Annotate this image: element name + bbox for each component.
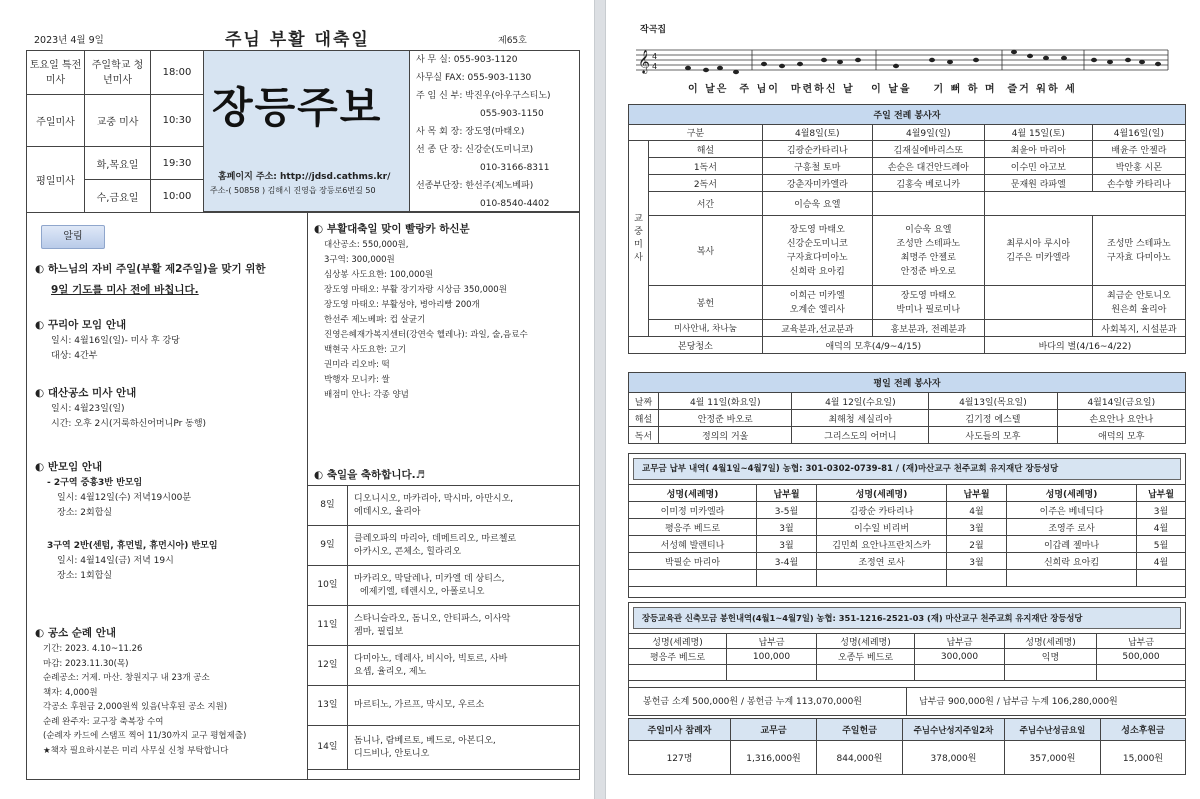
building-header: 납부금 [1097,634,1186,649]
priest: 주 임 신 부: 박진우(아우구스티노) [416,91,551,101]
page-title: 주님 부활 대축일 [225,30,370,50]
server-cell: 사회복지, 시설분과 [1092,320,1185,337]
role-label: 복사 [649,216,763,286]
building-cell [727,665,817,681]
notice-line: 대상: 4간부 [51,351,98,361]
donation-line: 대산공소: 550,000원, [324,240,409,250]
schedule-group: 토요일 특전미사 [27,51,85,95]
notice-title: ◐ 하느님의 자비 주일(부활 제2주일)을 맞기 위한 [35,263,266,275]
building-cell [915,665,1005,681]
notice-mercy [35,261,266,297]
collection-table [628,718,1186,775]
feast-names: 클레오파의 마리아, 데메트리오, 마르첼로 [354,533,517,544]
dues-header: 납부월 [757,485,817,502]
server-cell: 최금순 안토니오 원은희 율리아 [1092,286,1185,320]
server-cell: 장도영 마태오 신강순도미니코 구자효다미아노 신희락 요아킴 [762,216,872,286]
feast-day: 8일 [308,486,348,526]
feast-names: 마카리오, 막달레나, 미카엘 데 상티스, [354,573,505,584]
dues-cell: 5월 [1137,536,1186,553]
hymn-label: 작곡집 [640,25,667,35]
building-cell: 300,000 [915,649,1005,665]
notice-line: (순례자 카드에 스탬프 찍어 11/30까지 교구 평협제출) [43,731,247,741]
funeral-leader-phone: 010-3166-8311 [480,163,550,173]
dues-cell: 4월 [1137,519,1186,536]
dues-cell [947,570,1007,587]
sunday-servers-table [628,104,1186,354]
address: 주소-( 50858 ) 김해시 진영읍 장등로6번길 50 [210,186,376,195]
feast-names: 젬마, 필립보 [354,626,404,637]
notice-line: 기간: 2023. 4.10~11.26 [43,644,143,654]
feast-names: 다미아노, 데레사, 비시아, 빅토르, 사바 [354,653,508,664]
building-cell: 오종두 베드로 [817,649,915,665]
role-label: 해설 [649,141,763,158]
date-header: 4월16일(일) [1092,125,1185,141]
notice-line: 3구역 2반(센텀, 휴먼빌, 휴먼시아) 반모임 [47,541,218,551]
building-section [628,602,1186,716]
contacts-block [410,50,580,212]
building-cell: 500,000 [1097,649,1186,665]
collection-header: 교무금 [731,719,817,741]
role-label: 미사안내, 차나눔 [649,320,763,337]
funeral-vice: 선종부단장: 한선주(제노베파) [416,181,534,191]
weekday-servers-table [628,372,1186,444]
building-cell [1097,665,1186,681]
dues-cell: 평응주 베드로 [629,519,757,536]
building-header: 납부금 [915,634,1005,649]
homepage-link[interactable]: 홈페이지 주소: http://jdsd.cathms.kr/ [218,172,391,182]
feast-names: 마르티노, 가르프, 막시모, 우르소 [354,700,485,710]
notice-line: 일시: 4월23일(일) [51,404,125,414]
server-cell: 박안홍 시몬 [1092,158,1185,175]
svg-text:4: 4 [652,62,658,71]
page-gutter [594,0,606,799]
building-cell: 100,000 [727,649,817,665]
notice-line: 마감: 2023.11.30(목) [43,658,129,669]
feast-day: 9일 [308,526,348,566]
mass-schedule-table [26,50,204,213]
office-fax: 사무실 FAX: 055-903-1130 [416,73,532,83]
feast-names: 요셉, 율리오, 제노 [354,666,427,677]
dues-cell: 조정연 로사 [817,553,947,570]
building-cell [629,665,727,681]
schedule-time: 19:30 [151,147,204,180]
donation-section [314,221,528,403]
building-cell [817,665,915,681]
dues-cell: 신희락 요아킴 [1007,553,1137,570]
dues-cell [1137,570,1186,587]
building-header: 성명(세례명) [817,634,915,649]
feast-day: 12일 [308,646,348,686]
notice-line: 순례 완주자: 교구장 축복장 수여 [43,716,164,727]
role-label: 1독서 [649,158,763,175]
collection-cell: 378,000원 [903,741,1005,775]
collection-header: 성소후원금 [1101,719,1186,741]
donation-line: 권미라 리오바: 떡 [324,360,390,370]
dues-cell: 3월 [1137,502,1186,519]
dues-cell: 이주은 베네딕다 [1007,502,1137,519]
role-label: 서간 [649,192,763,216]
dues-cell [629,570,757,587]
side-label-text: 교중미사 [634,213,643,263]
dues-cell: 조영주 로사 [1007,519,1137,536]
server-cell: 김재실에바리스또 [872,141,984,158]
weekday-cell: 안정준 바오로 [659,410,792,427]
collection-cell: 357,000원 [1005,741,1101,775]
council-president: 사 목 회 장: 장도영(마태오) [416,127,525,137]
svg-text:4: 4 [652,52,658,61]
feast-names: 아카시오, 콘체소, 힐라리오 [354,546,462,557]
office-phone: 사 무 실: 055-903-1120 [416,55,518,65]
dues-cell: 서성혜 발렌티나 [629,536,757,553]
feast-names: 에제키엘, 테렌시오, 아폴로니오 [360,586,485,597]
server-cell: 손수향 카타리나 [1092,175,1185,192]
dues-cell: 박필순 마리아 [629,553,757,570]
dues-cell: 3월 [947,519,1007,536]
server-cell: 이수민 아고보 [984,158,1092,175]
feast-names: 스타니슬라오, 돔니오, 안티파스, 이사악 [354,613,511,624]
schedule-sub: 교중 미사 [85,95,151,147]
weekday-cell: 4월 12일(수요일) [792,393,929,410]
dues-cell: 3월 [947,553,1007,570]
server-cell: 이승욱 요엘 조성만 스테파노 최명주 안젤로 안정준 바오로 [872,216,984,286]
notice-title: ◐ 대산공소 미사 안내 [35,387,137,399]
weekday-cell: 손요안나 요안나 [1057,410,1185,427]
building-table [628,633,1186,681]
donation-line: 장도영 마태오: 부활성야, 병아리빵 200개 [324,300,480,310]
collection-header: 주님수난성금요일 [1005,719,1101,741]
server-cell [872,192,984,216]
row-label: 해설 [629,410,659,427]
donation-line: 박행자 모니카: 쌀 [324,375,390,385]
weekday-cell: 4월13일(목요일) [929,393,1057,410]
dues-cell: 3-5월 [757,502,817,519]
side-label [629,141,649,337]
schedule-group: 주일미사 [27,95,85,147]
priest-phone: 055-903-1150 [480,109,544,119]
offering-summary: 봉헌금 소계 500,000원 / 봉헌금 누계 113,070,000원 [629,688,907,716]
dues-cell [757,570,817,587]
collection-header: 주일헌금 [817,719,903,741]
dues-cell: 4월 [947,502,1007,519]
server-cell [984,192,1185,216]
schedule-group: 평일미사 [27,147,85,213]
notice-line: 각공소 후원금 2,000원씩 있음(낙후된 공소 지원) [43,702,228,712]
feast-day: 10일 [308,566,348,606]
schedule-time: 10:00 [151,180,204,213]
collection-header: 주일미사 참례자 [629,719,731,741]
server-cell: 김홍숙 베로니카 [872,175,984,192]
funeral-vice-phone: 010-8540-4402 [480,199,550,209]
server-cell: 이희근 미카엘 오계순 엘리사 [762,286,872,320]
role-label: 2독서 [649,175,763,192]
server-cell: 배윤주 안젤라 [1092,141,1185,158]
notice-title: ◐ 공소 순례 안내 [35,627,116,639]
feast-title: ◐ 축일을 축하합니다.♬ [314,469,426,481]
notices-column [26,212,308,780]
notice-pilgrimage [35,625,246,758]
notice-line: 장소: 2회합실 [57,508,113,518]
server-cell: 조성만 스테파노 구자효 다미아노 [1092,216,1185,286]
dues-cell: 3-4월 [757,553,817,570]
feast-day: 11일 [308,606,348,646]
donation-line: 배점미 안나: 각종 양념 [324,390,409,400]
dues-cell: 이수일 비리버 [817,519,947,536]
notice-line: 일시: 4월14일(금) 저녁 19시 [57,556,174,566]
weekday-cell: 사도들의 모후 [929,427,1057,444]
weekday-cell: 4월 11일(화요일) [659,393,792,410]
feast-day: 14일 [308,726,348,770]
notice-line: - 2구역 중흥3반 반모임 [47,478,143,488]
server-cell: 문재원 라파엘 [984,175,1092,192]
weekday-cell: 애덕의 모후 [1057,427,1185,444]
schedule-sub: 주일학교 청년미사 [85,51,151,95]
donation-line: 3구역: 300,000원 [324,255,395,265]
collection-cell: 15,000원 [1101,741,1186,775]
weekday-cell: 김기정 에스텔 [929,410,1057,427]
server-cell: 홍보분과, 전례분과 [872,320,984,337]
brand-block [204,50,410,212]
dues-cell: 이미정 미카엘라 [629,502,757,519]
funeral-leader: 선 종 단 장: 신강순(도미니코) [416,145,534,155]
notice-title: ◐ 반모임 안내 [35,461,103,473]
dues-cell: 김광순 카타리나 [817,502,947,519]
dues-header: 납부월 [1137,485,1186,502]
building-header: 성명(세례명) [1005,634,1097,649]
notice-line: 9일 기도를 미사 전에 바칩니다. [51,284,199,296]
dues-cell: 3월 [757,536,817,553]
donation-line: 백현국 사도요한: 고기 [324,345,407,355]
dues-cell: 김민희 요안나프란치스카 [817,536,947,553]
date-header: 4월 15일(토) [984,125,1092,141]
dues-section [628,453,1186,598]
weekday-cell: 정의의 거울 [659,427,792,444]
weekday-servers-title: 평일 전례 봉사자 [629,373,1186,393]
building-title: 장등교육관 신축모금 봉헌내역(4월1~4월7일) 농협: 351-1216-2521-03 (재) 마산교구 천주교회 유지재단 장등성당 [633,607,1181,629]
dues-cell [817,570,947,587]
notice-line: 일시: 4월16일(일)- 미사 후 강당 [51,336,180,346]
server-cell [984,286,1092,320]
weekday-cell: 4월14일(금요일) [1057,393,1185,410]
collection-cell: 1,316,000원 [731,741,817,775]
notice-line: ★책자 필요하시분은 미리 사무실 신청 부탁합니다 [43,745,229,756]
bulletin-name: 장등주보 [212,83,383,132]
server-cell: 최루시아 루시아 김주은 미카엘라 [984,216,1092,286]
row-label: 날짜 [629,393,659,410]
notice-button[interactable]: 알림 [41,225,105,249]
server-cell: 김광순카타리나 [762,141,872,158]
building-cell: 익명 [1005,649,1097,665]
building-header: 성명(세례명) [629,634,727,649]
feast-day: 13일 [308,686,348,726]
hymn-lyrics: 이 날은 주 님이 마련하신 날 이 날을 기 뻐 하 며 즐거 워하 세 [688,84,1077,95]
schedule-sub: 수,금요일 [85,180,151,213]
dues-cell [1007,570,1137,587]
building-cell: 평응주 베드로 [629,649,727,665]
server-cell: 교육분과,선교분과 [762,320,872,337]
building-cell [1005,665,1097,681]
server-cell: 강춘자미카엘라 [762,175,872,192]
weekday-cell: 그리스도의 어머니 [792,427,929,444]
donation-line: 진영은혜재가복지센터(강연숙 헬레나): 과일, 술,음료수 [324,330,528,340]
server-cell: 손순은 대건안드레아 [872,158,984,175]
notice-line: 순례공소: 거제. 마산. 창원지구 내 23개 공소 [43,673,210,683]
server-cell: 이승욱 요엘 [762,192,872,216]
issue-date: 2023년 4월 9일 [34,35,104,46]
notice-title: ◐ 꾸리아 모임 안내 [35,319,127,331]
sunday-servers-title: 주일 전례 봉사자 [629,105,1186,125]
notice-group-meeting [35,459,218,584]
cleaning-label: 본당청소 [629,337,763,354]
hymn-staff [636,40,1176,76]
dues-table [628,484,1186,587]
feast-names: 디드비나, 안토니오 [354,748,430,759]
schedule-sub: 화,목요일 [85,147,151,180]
schedule-time: 18:00 [151,51,204,95]
notice-curia [35,317,180,364]
server-cell: 장도영 마태오 박미나 필로미나 [872,286,984,320]
schedule-time: 10:30 [151,95,204,147]
donation-line: 한선주 제노베파: 컵 살균기 [324,315,426,325]
building-header: 납부금 [727,634,817,649]
donation-line: 장도영 마태오: 부활 장기자랑 시상금 350,000원 [324,285,507,295]
feast-table [307,485,580,770]
col-header: 구분 [629,125,763,141]
right-column [308,212,580,780]
role-label: 봉헌 [649,286,763,320]
left-page [0,0,594,799]
dues-cell: 이갑례 젤마나 [1007,536,1137,553]
dues-cell: 2월 [947,536,1007,553]
svg-text:𝄞: 𝄞 [638,49,650,73]
notice-line: 책자: 4,000원 [43,687,98,698]
cleaning-b: 바다의 별(4/16~4/22) [984,337,1185,354]
notice-line: 장소: 1회합실 [57,571,113,581]
collection-header: 주님수난성지주일2차 [903,719,1005,741]
collection-cell: 127명 [629,741,731,775]
donation-title: ◐ 부활대축일 맞이 빨랑카 하신분 [314,223,470,235]
notice-daesan [35,385,206,432]
feast-names: 돔니나, 람베르토, 베드로, 아본디오, [354,735,496,746]
collection-cell: 844,000원 [817,741,903,775]
dues-header: 성명(세례명) [1007,485,1137,502]
feast-names: 에데시오, 율리아 [354,506,421,517]
dues-cell: 3월 [757,519,817,536]
date-header: 4월9일(일) [872,125,984,141]
feast-names: 디오니시오, 마카리아, 막시마, 아만시오, [354,493,514,504]
payment-summary: 납부금 900,000원 / 납부금 누계 106,280,000원 [919,697,1118,707]
building-summary [629,687,1185,715]
right-page [606,0,1200,799]
dues-header: 성명(세례명) [629,485,757,502]
cleaning-a: 애덕의 모후(4/9~4/15) [762,337,984,354]
date-header: 4월8일(토) [762,125,872,141]
issue-number: 제65호 [498,36,527,46]
server-cell: 최윤아 마리아 [984,141,1092,158]
dues-header: 성명(세례명) [817,485,947,502]
dues-title: 교무금 납부 내역( 4월1일~4월7일) 농협: 301-0302-0739-81 / (재)마산교구 천주교회 유지재단 장등성당 [633,458,1181,480]
server-cell: 구흥철 토마 [762,158,872,175]
server-cell [984,320,1092,337]
donation-line: 심상봉 사도요한: 100,000원 [324,270,434,280]
dues-header: 납부월 [947,485,1007,502]
dues-cell: 4월 [1137,553,1186,570]
weekday-cell: 최해청 세실리아 [792,410,929,427]
row-label: 독서 [629,427,659,444]
notice-line: 시간: 오후 2시(거룩하신어머니Pr 동행) [51,419,207,429]
notice-line: 일시: 4월12일(수) 저녁19시00분 [57,493,192,503]
